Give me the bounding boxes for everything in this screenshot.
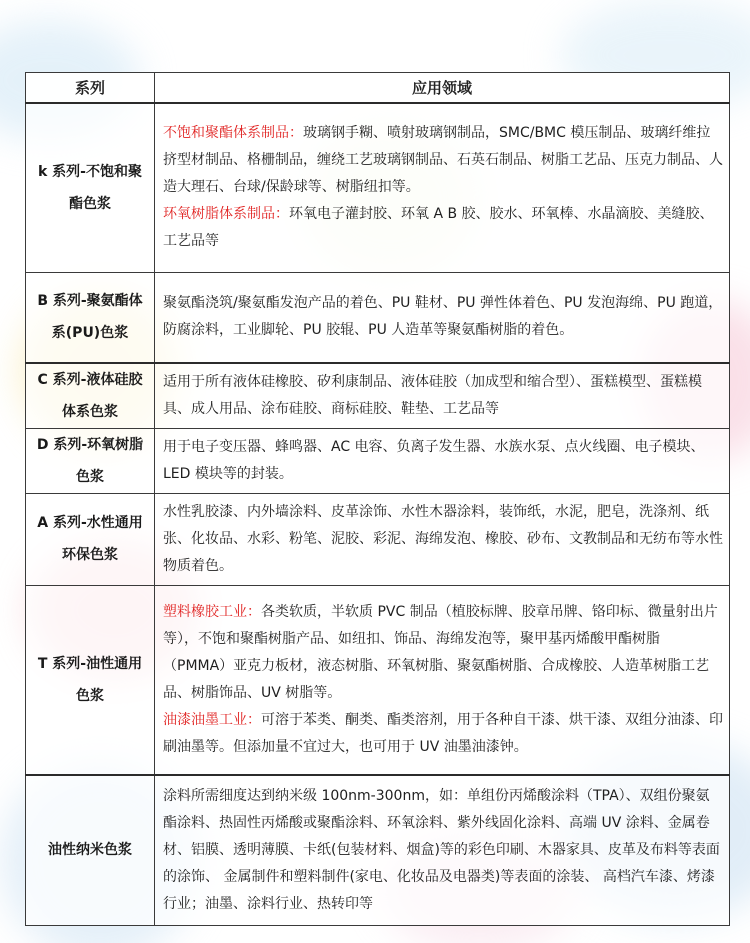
- application-paragraph: [163, 434, 723, 488]
- header-application: 应用领域: [155, 73, 730, 103]
- application-text: 用于电子变压器、蜂鸣器、AC 电容、负离子发生器、水族水泵、点火线圈、电子模块、LED 模块等的封装。: [163, 438, 705, 482]
- table-row: [26, 585, 730, 775]
- application-paragraph: [163, 120, 723, 201]
- application-cell: [155, 273, 730, 363]
- table-header-row: [26, 73, 730, 103]
- table-row: [26, 363, 730, 429]
- application-text: 适用于所有液体硅橡胶、矽利康制品、液体硅胶（加成型和缩合型）、蛋糕模型、蛋糕模具、成人用品、涂布硅胶、商标硅胶、鞋垫、工艺品等: [163, 373, 702, 417]
- application-cell: [155, 585, 730, 775]
- application-paragraph: [163, 783, 723, 918]
- series-name: k 系列-不饱和聚酯色浆: [26, 103, 155, 273]
- application-cell: [155, 775, 730, 925]
- table-row: [26, 273, 730, 363]
- application-text: 聚氨酯浇筑/聚氨酯发泡产品的着色、PU 鞋材、PU 弹性体着色、PU 发泡海绵、PU 跑道，防腐涂料，工业脚轮、PU 胶辊、PU 人造革等聚氨酯树脂的着色。: [163, 295, 723, 339]
- series-name: B 系列-聚氨酯体系(PU)色浆: [26, 273, 155, 363]
- category-highlight: 环氧树脂体系制品：: [163, 206, 289, 223]
- series-name: A 系列-水性通用环保色浆: [26, 493, 155, 585]
- header-series: 系列: [26, 73, 155, 103]
- application-cell: [155, 103, 730, 273]
- category-highlight: 不饱和聚酯体系制品：: [163, 125, 303, 142]
- application-paragraph: [163, 290, 723, 344]
- color-paste-application-table: [25, 72, 730, 926]
- application-text: 各类软质，半软质 PVC 制品（植胶标牌、胶章吊牌、铬印标、微量射出片等），不饱和聚酯树脂产品、如纽扣、饰品、海绵发泡等，聚甲基丙烯酸甲酯树脂（PMMA）亚克力板材，液态树脂、环氧树脂、聚氨酯树脂、合成橡胶、人造革树脂工艺品、树脂饰品、UV 树脂等。: [163, 603, 718, 701]
- series-name: T 系列-油性通用色浆: [26, 585, 155, 775]
- table-row: [26, 493, 730, 585]
- category-highlight: 油漆油墨工业：: [163, 711, 261, 728]
- application-text: 玻璃钢手糊、喷射玻璃钢制品，SMC/BMC 模压制品、玻璃纤维拉挤型材制品、格栅制品，缠绕工艺玻璃钢制品、石英石制品、树脂工艺品、压克力制品、人造大理石、台球/保龄球等、树脂纽扣等。: [163, 125, 723, 196]
- application-paragraph: [163, 707, 723, 761]
- application-cell: [155, 363, 730, 429]
- application-paragraph: [163, 201, 723, 255]
- application-text: 水性乳胶漆、内外墙涂料、皮革涂饰、水性木器涂料，装饰纸，水泥，肥皂，洗涤剂、纸张、化妆品、水彩、粉笔、泥胶、彩泥、海绵发泡、橡胶、砂布、文教制品和无纺布等水性物质着色。: [163, 503, 723, 574]
- table-row: [26, 428, 730, 493]
- table-row: [26, 775, 730, 925]
- application-paragraph: [163, 369, 723, 423]
- series-name: C 系列-液体硅胶体系色浆: [26, 363, 155, 429]
- application-cell: [155, 493, 730, 585]
- application-text: 环氧电子灌封胶、环氧 A B 胶、胶水、环氧棒、水晶滴胶、美缝胶、工艺品等: [163, 206, 714, 250]
- table-row: [26, 103, 730, 273]
- series-name: D 系列-环氧树脂色浆: [26, 428, 155, 493]
- category-highlight: 塑料橡胶工业：: [163, 603, 261, 620]
- application-cell: [155, 428, 730, 493]
- application-paragraph: [163, 499, 723, 580]
- application-paragraph: [163, 599, 723, 707]
- application-text: 涂料所需细度达到纳米级 100nm-300nm，如：单组份丙烯酸涂料（TPA）、双组份聚氨酯涂料、热固性丙烯酸或聚酯涂料、环氧涂料、紫外线固化涂料、高端 UV 涂料、金属卷材、铝膜、透明薄膜、卡纸(包装材料、烟盒)等的彩色印刷、木器家具、皮革及布料等表面的涂饰、 金属制件和塑料制件(家电、化妆品及电器类)等表面的涂装、 高档汽车漆、烤漆行业；油墨、涂料行业、热转印等: [163, 787, 720, 912]
- application-text: 可溶于苯类、酮类、酯类溶剂，用于各种自干漆、烘干漆、双组分油漆、印刷油墨等。但添加量不宜过大，也可用于 UV 油墨油漆钟。: [163, 711, 723, 755]
- series-name: 油性纳米色浆: [26, 775, 155, 925]
